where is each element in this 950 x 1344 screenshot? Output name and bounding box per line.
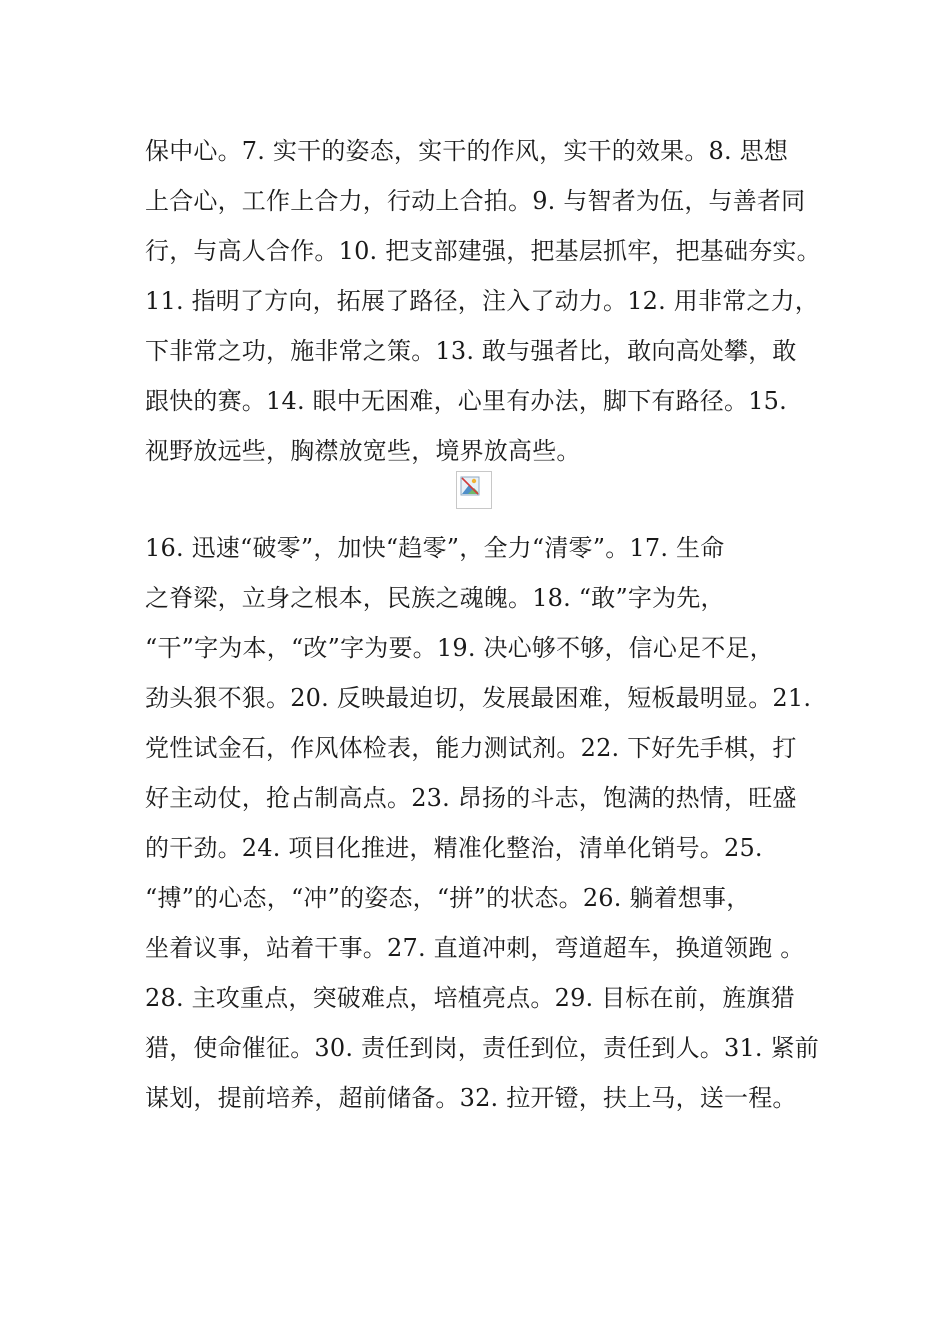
text-line: 下非常之功，施非常之策。13. 敢与强者比，敢向高处攀，敢 <box>145 337 797 365</box>
text-line: 跟快的赛。14. 眼中无困难，心里有办法，脚下有路径。15. <box>145 387 787 415</box>
text-line: 谋划，提前培养，超前储备。32. 拉开镫，扶上马，送一程。 <box>145 1084 797 1112</box>
text-line: 保中心。7. 实干的姿态，实干的作风，实干的效果。8. 思想 <box>145 137 789 165</box>
text-line: 党性试金石，作风体检表，能力测试剂。22. 下好先手棋，打 <box>145 734 797 762</box>
text-line: 坐着议事，站着干事。27. 直道冲刺，弯道超车，换道领跑 。 <box>145 934 805 962</box>
text-line: 之脊梁，立身之根本，民族之魂魄。18. “敢”字为先， <box>145 584 725 612</box>
text-line: 行，与高人合作。10. 把支部建强，把基层抓牢，把基础夯实。 <box>145 237 821 265</box>
paragraph-1 <box>145 126 835 476</box>
text-line: 猎，使命催征。30. 责任到岗，责任到位，责任到人。31. 紧前 <box>145 1034 819 1062</box>
text-line: 16. 迅速“破零”，加快“趋零”，全力“清零”。17. 生命 <box>145 534 725 562</box>
paragraph-2 <box>145 523 835 1123</box>
text-line: 的干劲。24. 项目化推进，精准化整治，清单化销号。25. <box>145 834 763 862</box>
text-line: 上合心，工作上合力，行动上合拍。9. 与智者为伍，与善者同 <box>145 187 806 215</box>
text-line: 好主动仗，抢占制高点。23. 昂扬的斗志，饱满的热情，旺盛 <box>145 784 797 812</box>
text-line: 劲头狠不狠。20. 反映最迫切，发展最困难，短板最明显。21. <box>145 684 812 712</box>
text-line: “搏”的心态，“冲”的姿态，“拼”的状态。26. 躺着想事， <box>145 884 751 912</box>
text-line: 视野放远些，胸襟放宽些，境界放高些。 <box>145 437 581 465</box>
text-line: “干”字为本，“改”字为要。19. 决心够不够，信心足不足， <box>145 634 774 662</box>
text-line: 28. 主攻重点，突破难点，培植亮点。29. 目标在前，旌旗猎 <box>145 984 795 1012</box>
text-line: 11. 指明了方向，拓展了路径，注入了动力。12. 用非常之力， <box>145 287 819 315</box>
broken-image-icon <box>456 471 492 509</box>
